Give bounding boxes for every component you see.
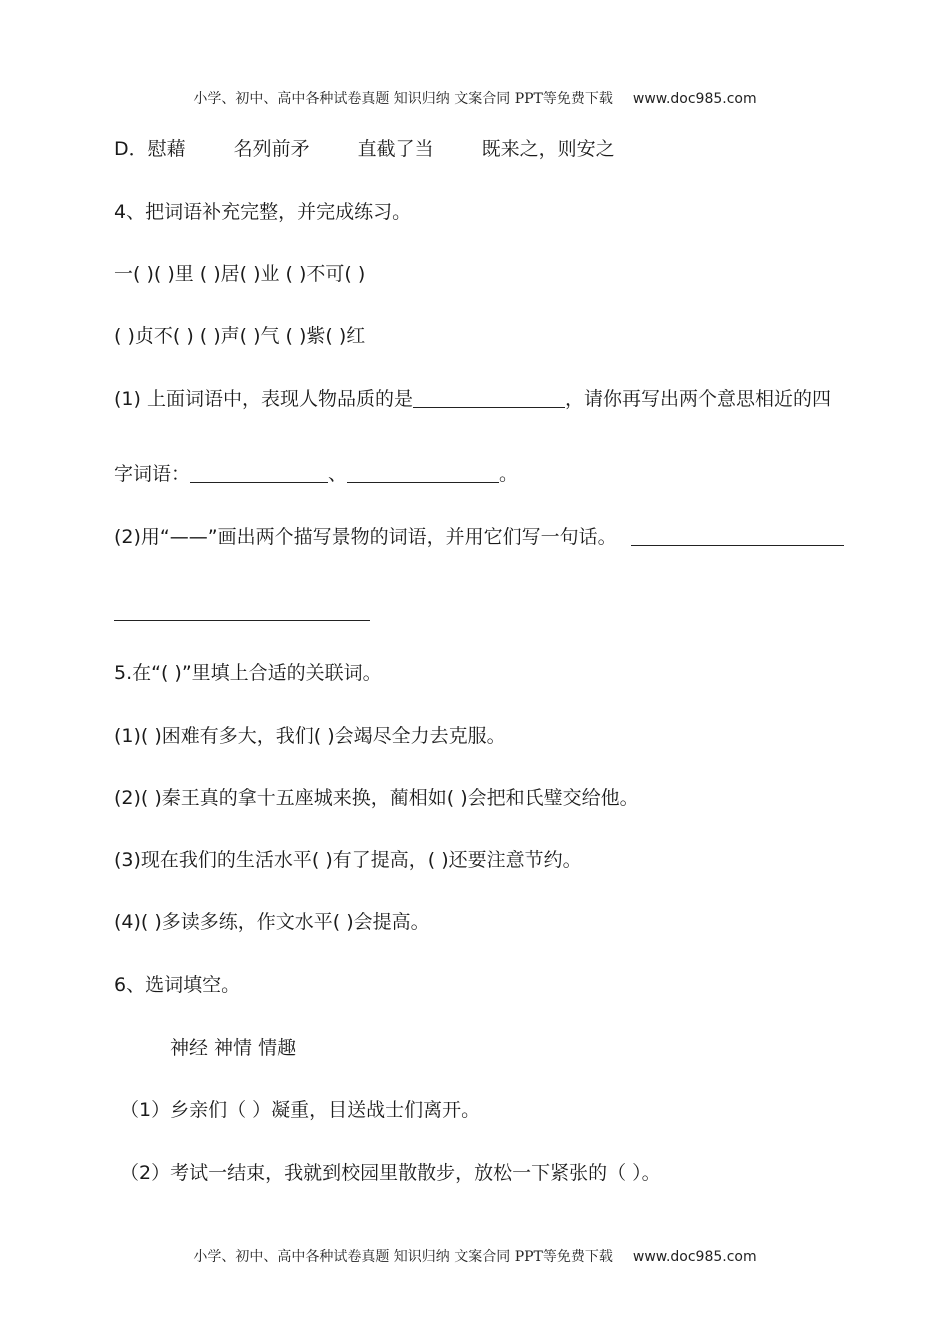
- q5-item-1: (1)( )困难有多大，我们( )会竭尽全力去克服。: [114, 725, 506, 747]
- q4-sub1-cont: [114, 462, 518, 486]
- sub1-text-b: ，请你再写出两个意思相近的四: [564, 388, 831, 410]
- answer-line[interactable]: [114, 620, 370, 621]
- q6-item-2: （2）考试一结束，我就到校园里散散步，放松一下紧张的（ ）。: [120, 1162, 661, 1184]
- q3-option-d: [114, 137, 615, 161]
- footer-text: 小学、初中、高中各种试卷真题 知识归纳 文案合同 PPT等免费下载: [193, 1249, 613, 1265]
- sub1-text-a: (1) 上面词语中，表现人物品质的是: [114, 388, 413, 410]
- q6-title: 6、选词填空。: [114, 974, 241, 996]
- option-d-word2: 名列前矛: [233, 138, 310, 160]
- page-footer: [0, 1246, 950, 1266]
- answer-blank[interactable]: [631, 527, 844, 546]
- sub1-text-c: 字词语：: [114, 463, 191, 485]
- footer-url: www.doc985.com: [632, 1249, 757, 1265]
- page-header: [0, 88, 950, 108]
- q6-item-1: （1）乡亲们（ ）凝重，目送战士们离开。: [120, 1099, 481, 1121]
- q5-item-3: (3)现在我们的生活水平( )有了提高，( )还要注意节约。: [114, 849, 582, 871]
- q4-row1: 一( )( )里 ( )居( )业 ( )不可( ): [114, 263, 366, 285]
- option-d-label: D．慰藉: [114, 138, 186, 160]
- sub2-text: (2)用“——”画出两个描写景物的词语，并用它们写一句话。: [114, 526, 617, 548]
- header-text: 小学、初中、高中各种试卷真题 知识归纳 文案合同 PPT等免费下载: [193, 91, 613, 107]
- answer-blank[interactable]: [347, 464, 499, 483]
- q6-word-bank: 神经 神情 情趣: [170, 1037, 297, 1059]
- answer-blank[interactable]: [413, 389, 565, 408]
- option-d-word4: 既来之，则安之: [481, 138, 615, 160]
- q5-item-2: (2)( )秦王真的拿十五座城来换，蔺相如( )会把和氏璧交给他。: [114, 787, 639, 809]
- q4-row2: ( )贞不( ) ( )声( )气 ( )紫( )红: [114, 325, 366, 347]
- q5-item-4: (4)( )多读多练，作文水平( )会提高。: [114, 911, 430, 933]
- q4-sub2: [114, 525, 844, 549]
- q5-title: 5.在“( )”里填上合适的关联词。: [114, 662, 382, 684]
- answer-blank[interactable]: [190, 464, 328, 483]
- comma-sep: 、: [328, 463, 348, 485]
- q4-title: 4、把词语补充完整，并完成练习。: [114, 201, 412, 223]
- q4-sub1: [114, 387, 831, 411]
- period: 。: [499, 463, 519, 485]
- option-d-word3: 直截了当: [357, 138, 434, 160]
- header-url: www.doc985.com: [632, 91, 757, 107]
